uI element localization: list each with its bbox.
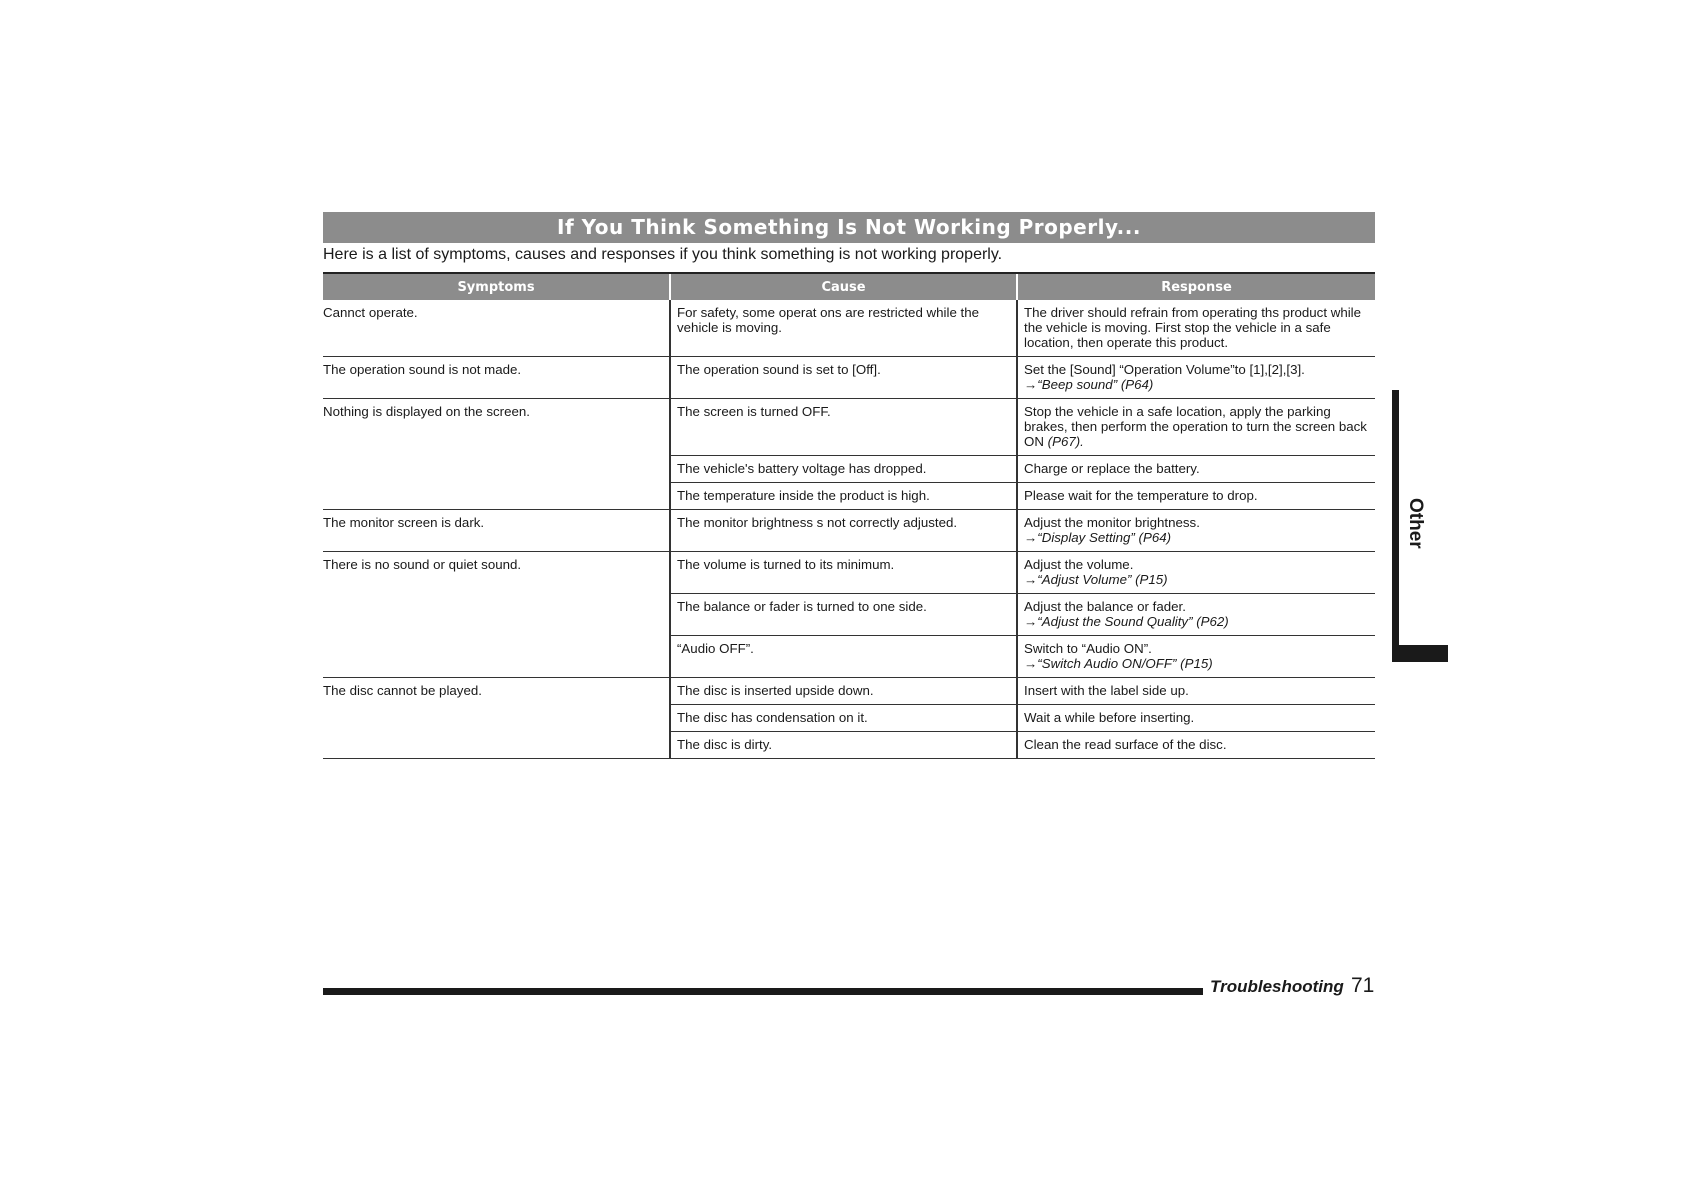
table-header-row bbox=[323, 274, 1375, 300]
header-cause: Cause bbox=[670, 274, 1017, 300]
page-reference: (P67). bbox=[1047, 434, 1084, 449]
cause-cell: The screen is turned OFF. bbox=[670, 399, 1017, 456]
response-text: Set the [Sound] “Operation Volume”to [1],[2],[3]. bbox=[1024, 362, 1305, 377]
cause-cell: The disc has condensation on it. bbox=[670, 705, 1017, 732]
response-cell: Wait a while before inserting. bbox=[1017, 705, 1375, 732]
response-text: Switch to “Audio ON”. bbox=[1024, 641, 1152, 656]
symptom-cell: Nothing is displayed on the screen. bbox=[323, 399, 670, 510]
table-row bbox=[323, 678, 1375, 705]
response-cell bbox=[1017, 552, 1375, 594]
page-title: If You Think Something Is Not Working Properly... bbox=[323, 212, 1375, 243]
page-reference: →“Adjust the Sound Quality” (P62) bbox=[1024, 614, 1229, 629]
header-symptoms: Symptoms bbox=[323, 274, 670, 300]
cause-cell: The disc is inserted upside down. bbox=[670, 678, 1017, 705]
footer-section-title: Troubleshooting bbox=[1210, 977, 1344, 996]
response-cell bbox=[1017, 594, 1375, 636]
symptom-cell: There is no sound or quiet sound. bbox=[323, 552, 670, 678]
footer-rule bbox=[323, 988, 1203, 995]
cause-cell: “Audio OFF”. bbox=[670, 636, 1017, 678]
page-reference: →“Adjust Volume” (P15) bbox=[1024, 572, 1168, 587]
cause-cell: For safety, some operat ons are restricted while the vehicle is moving. bbox=[670, 300, 1017, 357]
symptom-cell: The monitor screen is dark. bbox=[323, 510, 670, 552]
cause-cell: The monitor brightness s not correctly adjusted. bbox=[670, 510, 1017, 552]
page-reference: →“Switch Audio ON/OFF” (P15) bbox=[1024, 656, 1213, 671]
page-number: 71 bbox=[1351, 974, 1375, 997]
table-row bbox=[323, 357, 1375, 399]
cause-cell: The balance or fader is turned to one side. bbox=[670, 594, 1017, 636]
response-cell: Insert with the label side up. bbox=[1017, 678, 1375, 705]
response-text: Adjust the balance or fader. bbox=[1024, 599, 1186, 614]
header-response: Response bbox=[1017, 274, 1375, 300]
response-cell bbox=[1017, 399, 1375, 456]
symptom-cell: The disc cannot be played. bbox=[323, 678, 670, 759]
table-row bbox=[323, 510, 1375, 552]
response-text: Stop the vehicle in a safe location, apply the parking brakes, then perform the operation to turn the screen back ON bbox=[1024, 404, 1367, 449]
intro-text: Here is a list of symptoms, causes and responses if you think something is not working properly. bbox=[323, 246, 1003, 263]
response-text: Adjust the volume. bbox=[1024, 557, 1134, 572]
response-text: Adjust the monitor brightness. bbox=[1024, 515, 1200, 530]
troubleshooting-table bbox=[323, 272, 1375, 759]
response-cell: Charge or replace the battery. bbox=[1017, 456, 1375, 483]
cause-cell: The disc is dirty. bbox=[670, 732, 1017, 759]
response-cell bbox=[1017, 636, 1375, 678]
response-cell bbox=[1017, 510, 1375, 552]
response-cell: Please wait for the temperature to drop. bbox=[1017, 483, 1375, 510]
table-row bbox=[323, 399, 1375, 456]
table-row bbox=[323, 300, 1375, 357]
response-cell: The driver should refrain from operating ths product while the vehicle is moving. First stop the vehicle in a safe location, then operate this product. bbox=[1017, 300, 1375, 357]
section-tab-label: Other bbox=[1405, 498, 1426, 549]
symptom-cell: The operation sound is not made. bbox=[323, 357, 670, 399]
cause-cell: The vehicle's battery voltage has dropped. bbox=[670, 456, 1017, 483]
page-reference: →“Display Setting” (P64) bbox=[1024, 530, 1172, 545]
table-row bbox=[323, 552, 1375, 594]
page-reference: →“Beep sound” (P64) bbox=[1024, 377, 1154, 392]
cause-cell: The temperature inside the product is high. bbox=[670, 483, 1017, 510]
response-cell bbox=[1017, 357, 1375, 399]
cause-cell: The operation sound is set to [Off]. bbox=[670, 357, 1017, 399]
symptom-cell: Cannct operate. bbox=[323, 300, 670, 357]
response-cell: Clean the read surface of the disc. bbox=[1017, 732, 1375, 759]
cause-cell: The volume is turned to its minimum. bbox=[670, 552, 1017, 594]
